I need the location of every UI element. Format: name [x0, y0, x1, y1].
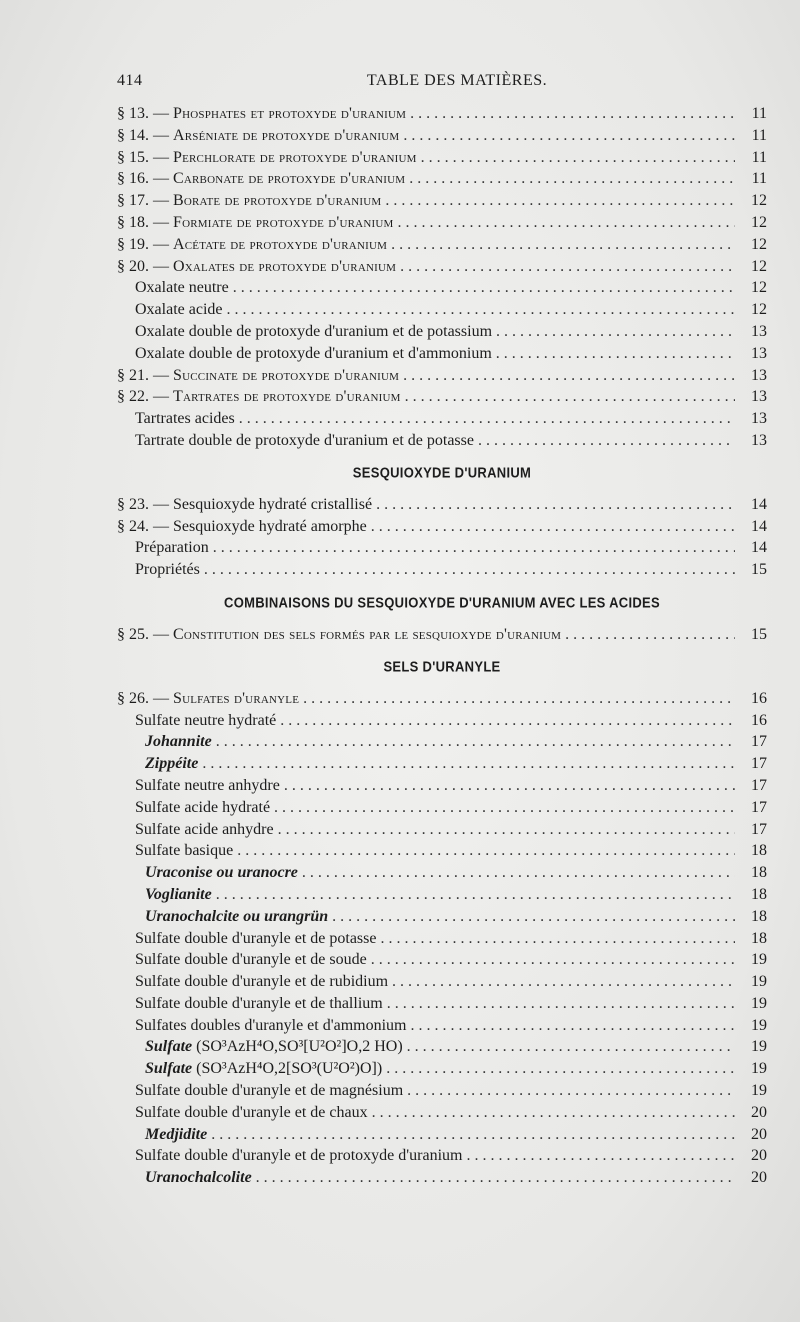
entry-title: Sesquioxyde hydraté amorphe [173, 517, 367, 535]
subentry-label: Sulfate neutre hydraté [135, 711, 277, 729]
dot-leader [382, 1058, 735, 1080]
page-ref: 18 [751, 907, 767, 925]
page-ref: 12 [751, 279, 767, 297]
page-ref: 12 [751, 213, 767, 231]
page-ref: 12 [751, 257, 767, 275]
section-number: § 14. — [117, 126, 173, 144]
subentry-label: Sulfate double d'uranyle et de protoxyde d'uranium [135, 1147, 463, 1165]
toc-entry [117, 168, 767, 190]
page-ref: 15 [751, 625, 767, 643]
entry-title: Formiate de protoxyde d'uranium [173, 213, 394, 231]
dot-leader [388, 971, 735, 993]
toc-entry [117, 1058, 767, 1080]
dot-leader [212, 731, 735, 753]
entry-title: Tartrates de protoxyde d'uranium [173, 388, 401, 406]
toc-entry [117, 819, 767, 841]
section-number: § 23. — [117, 495, 173, 513]
dot-leader [403, 1080, 735, 1102]
section-number: § 17. — [117, 192, 173, 210]
dot-leader [492, 343, 735, 365]
chemical-formula: (SO³AzH⁴O,2[SO³(U²O²)O]) [196, 1060, 383, 1078]
dot-leader [401, 386, 735, 408]
page-ref: 18 [751, 864, 767, 882]
toc-entry [117, 1167, 767, 1189]
page-ref: 19 [751, 1082, 767, 1100]
subentry-label: Sulfate acide anhydre [135, 820, 274, 838]
chemical-formula: (SO³AzH⁴O,SO³[U²O²]O,2 HO) [196, 1038, 403, 1056]
subentry-label: Tartrate double de protoxyde d'uranium et de potasse [135, 431, 474, 449]
section-heading: SESQUIOXYDE D'URANIUM [352, 463, 532, 481]
dot-leader [396, 256, 735, 278]
page-ref: 13 [751, 322, 767, 340]
table-of-contents [117, 103, 767, 1189]
subentry-label: Sulfate neutre anhydre [135, 776, 280, 794]
dot-leader [209, 537, 735, 559]
toc-entry [117, 928, 767, 950]
subentry-label: Sulfate double d'uranyle et de thallium [135, 994, 383, 1012]
dot-leader [376, 928, 735, 950]
dot-leader [235, 408, 735, 430]
toc-entry [117, 190, 767, 212]
subentry-label: Sulfate double d'uranyle et de chaux [135, 1103, 368, 1121]
toc-entry [117, 321, 767, 343]
dot-leader [328, 906, 735, 928]
toc-entry [117, 125, 767, 147]
subentry-label: Sulfates doubles d'uranyle et d'ammonium [135, 1016, 407, 1034]
entry-title: Acétate de protoxyde d'uranium [173, 235, 388, 253]
dot-leader [276, 710, 735, 732]
entry-title: Arséniate de protoxyde d'uranium [173, 126, 400, 144]
page-ref: 17 [751, 755, 767, 773]
formula-entry [117, 1058, 382, 1080]
entry-label [117, 147, 417, 169]
toc-entry [117, 862, 767, 884]
page-ref: 20 [751, 1169, 767, 1187]
page-ref: 19 [751, 1038, 767, 1056]
section-number: § 13. — [117, 105, 173, 122]
entry-title: Carbonate de protoxyde d'uranium [173, 170, 406, 188]
page-ref: 11 [751, 148, 767, 166]
entry-title: Succinate de protoxyde d'uranium [173, 366, 400, 384]
section-heading: SELS D'URANYLE [383, 657, 501, 675]
page-ref: 14 [751, 539, 767, 557]
page-ref: 19 [751, 951, 767, 969]
page-ref: 15 [751, 561, 767, 579]
toc-entry [117, 1102, 767, 1124]
toc-entry [117, 299, 767, 321]
toc-entry [117, 1015, 767, 1037]
running-header [117, 72, 767, 96]
page-ref: 16 [751, 711, 767, 729]
entry-title: Borate de protoxyde d'uranium [173, 192, 382, 210]
dot-leader [381, 190, 735, 212]
dot-leader [462, 1145, 735, 1167]
page-ref: 13 [751, 388, 767, 406]
entry-title: Perchlorate de protoxyde d'uranium [173, 148, 417, 166]
page-ref: 16 [751, 689, 767, 707]
page-ref: 12 [751, 301, 767, 319]
dot-leader [492, 321, 735, 343]
subentry-label: Oxalate acide [135, 301, 223, 319]
page-number: 414 [117, 72, 143, 89]
section-heading: COMBINAISONS DU SESQUIOXYDE D'URANIUM AVEC LES ACIDES [224, 593, 660, 612]
mineral-label: Medjidite [145, 1125, 208, 1143]
page-ref: 19 [751, 994, 767, 1012]
toc-entry [117, 949, 767, 971]
subentry-label: Sulfate double d'uranyle et de potasse [135, 929, 377, 947]
toc-entry [117, 256, 767, 278]
subentry-label: Oxalate neutre [135, 279, 229, 297]
subentry-label: Propriétés [135, 561, 200, 579]
subentry-label: Sulfate double d'uranyle et de soude [135, 951, 367, 969]
toc-entry [117, 753, 767, 775]
section-number: § 22. — [117, 388, 173, 406]
toc-entry [117, 1124, 767, 1146]
section-number: § 24. — [117, 517, 173, 535]
toc-entry [117, 537, 767, 559]
toc-entry [117, 993, 767, 1015]
dot-leader [403, 1036, 735, 1058]
page-ref: 12 [751, 235, 767, 253]
page-ref: 18 [751, 842, 767, 860]
dot-leader [417, 147, 735, 169]
subentry-label: Sulfate acide hydraté [135, 798, 271, 816]
section-number: § 15. — [117, 148, 173, 166]
dot-leader [387, 234, 735, 256]
dot-leader [367, 949, 735, 971]
page-ref: 17 [751, 733, 767, 751]
dot-leader [383, 993, 735, 1015]
page-ref: 17 [751, 798, 767, 816]
page-ref: 17 [751, 820, 767, 838]
toc-entry [117, 840, 767, 862]
entry-label [117, 365, 399, 387]
toc-entry [117, 1080, 767, 1102]
toc-entry [117, 365, 767, 387]
formula-entry [117, 1036, 403, 1058]
dot-leader [223, 299, 736, 321]
toc-entry [117, 386, 767, 408]
subentry-label: Oxalate double de protoxyde d'uranium et d'ammonium [135, 344, 492, 362]
page-ref: 20 [751, 1125, 767, 1143]
toc-entry [117, 884, 767, 906]
toc-entry [117, 1036, 767, 1058]
dot-leader [407, 1015, 736, 1037]
dot-leader [399, 125, 735, 147]
subentry-label: Sulfate double d'uranyle et de magnésium [135, 1082, 404, 1100]
page-ref: 13 [751, 366, 767, 384]
dot-leader [274, 819, 735, 841]
entry-title: Phosphates et protoxyde d'uranium [173, 105, 407, 122]
page-ref: 17 [751, 776, 767, 794]
page-ref: 12 [751, 192, 767, 210]
page-ref: 11 [751, 126, 767, 144]
dot-leader [406, 103, 735, 125]
toc-entry [117, 731, 767, 753]
dot-leader [233, 840, 735, 862]
toc-entry [117, 906, 767, 928]
dot-leader [270, 797, 735, 819]
page-ref: 14 [751, 517, 767, 535]
section-number: § 20. — [117, 257, 173, 275]
dot-leader [212, 884, 735, 906]
entry-title: Constitution des sels formés par le sesquioxyde d'uranium [173, 625, 562, 643]
section-number: § 25. — [117, 625, 173, 643]
subentry-label: Sulfate basique [135, 842, 234, 860]
toc-entry [117, 775, 767, 797]
entry-label [117, 125, 399, 147]
entry-label [117, 168, 405, 190]
entry-label [117, 212, 393, 234]
toc-entry [117, 277, 767, 299]
dot-leader [368, 1102, 735, 1124]
mineral-label: Uranochalcite ou urangrün [145, 907, 329, 925]
section-number: § 18. — [117, 213, 173, 231]
page-ref: 19 [751, 973, 767, 991]
page-ref: 19 [751, 1060, 767, 1078]
subentry-label: Tartrates acides [135, 410, 235, 428]
entry-title: Sesquioxyde hydraté cristallisé [173, 495, 373, 513]
page-ref: 11 [751, 170, 767, 188]
mineral-label: Johannite [145, 733, 212, 751]
page-ref: 13 [751, 431, 767, 449]
toc-entry [117, 147, 767, 169]
dot-leader [367, 516, 735, 538]
entry-title: Sulfates d'uranyle [173, 689, 300, 707]
entry-label [117, 516, 367, 538]
toc-entry [117, 971, 767, 993]
entry-label [117, 103, 406, 125]
page-ref: 11 [751, 105, 767, 122]
dot-leader [252, 1167, 735, 1189]
section-number: § 21. — [117, 366, 173, 384]
toc-entry [117, 710, 767, 732]
section-number: § 26. — [117, 689, 173, 707]
dot-leader [399, 365, 735, 387]
entry-label [117, 190, 381, 212]
dot-leader [405, 168, 735, 190]
toc-entry [117, 343, 767, 365]
toc-entry [117, 212, 767, 234]
page-ref: 19 [751, 1016, 767, 1034]
toc-entry [117, 797, 767, 819]
subentry-label: Oxalate double de protoxyde d'uranium et de potassium [135, 322, 493, 340]
entry-label [117, 386, 401, 408]
toc-entry [117, 234, 767, 256]
page-ref: 20 [751, 1103, 767, 1121]
page-ref: 13 [751, 344, 767, 362]
mineral-label: Uranochalcolite [145, 1169, 252, 1187]
entry-label [117, 256, 396, 278]
page-ref: 13 [751, 410, 767, 428]
subentry-label: Préparation [135, 539, 209, 557]
page-ref: 18 [751, 885, 767, 903]
page-ref: 20 [751, 1147, 767, 1165]
mineral-label: Voglianite [145, 885, 212, 903]
toc-entry [117, 516, 767, 538]
dot-leader [393, 212, 735, 234]
toc-entry [117, 1145, 767, 1167]
dot-leader [298, 862, 735, 884]
dot-leader [198, 753, 735, 775]
formula-name: Sulfate [145, 1038, 193, 1056]
toc-entry [117, 408, 767, 430]
entry-title: Oxalates de protoxyde d'uranium [173, 257, 397, 275]
running-title: TABLE DES MATIÈRES. [366, 72, 548, 89]
dot-leader [207, 1124, 735, 1146]
toc-entry [117, 103, 767, 125]
mineral-label: Uraconise ou uranocre [145, 864, 298, 882]
section-number: § 16. — [117, 170, 173, 188]
page-ref: 14 [751, 495, 767, 513]
subentry-label: Sulfate double d'uranyle et de rubidium [135, 973, 389, 991]
dot-leader [280, 775, 735, 797]
page-ref: 18 [751, 929, 767, 947]
entry-label [117, 234, 387, 256]
dot-leader [229, 277, 735, 299]
formula-name: Sulfate [145, 1060, 193, 1078]
section-number: § 19. — [117, 235, 173, 253]
mineral-label: Zippéite [145, 755, 199, 773]
